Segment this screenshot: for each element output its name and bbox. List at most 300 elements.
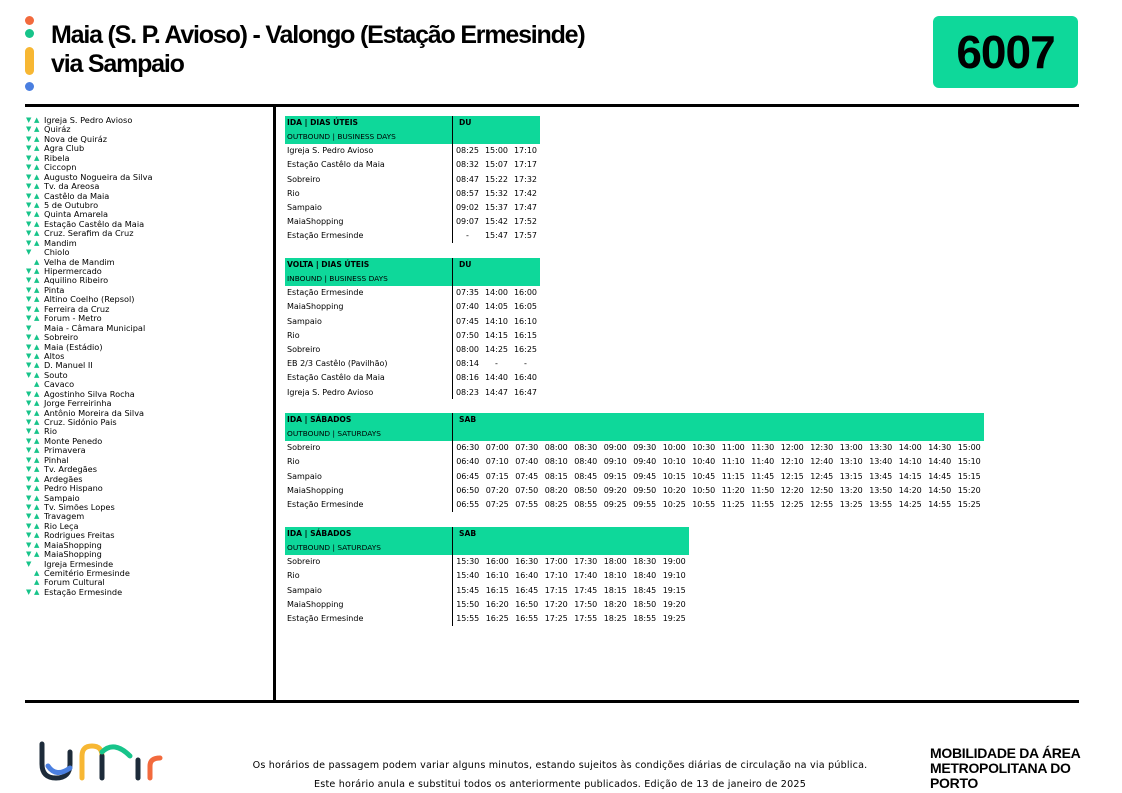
time-cell: 13:10	[839, 457, 863, 467]
timetable-label: IDA | DIAS ÚTEIS	[287, 118, 359, 128]
time-cell: 07:35	[455, 288, 480, 298]
stop-name: Estação Castêlo da Maia	[44, 218, 145, 229]
stop-cell: Sampaio	[285, 200, 453, 214]
time-cell: 12:50	[810, 485, 834, 495]
route-title-line2: via Sampaio	[51, 50, 184, 78]
time-cell: 14:10	[484, 316, 509, 326]
time-cell: 15:30	[456, 557, 480, 567]
time-cell: 17:42	[513, 188, 538, 198]
time-cell: 17:57	[513, 231, 538, 241]
time-cell: 15:25	[957, 499, 981, 509]
table-row	[285, 441, 984, 455]
table-row	[285, 597, 689, 611]
time-cell: 09:40	[633, 457, 657, 467]
direction-arrows-icon: ▼ ▲	[26, 172, 40, 181]
time-cell: 09:50	[633, 485, 657, 495]
stop-cell: Sobreiro	[285, 342, 453, 356]
stop-cell: Rio	[285, 455, 453, 469]
time-cell: 07:45	[515, 471, 539, 481]
time-cell: 14:55	[928, 499, 952, 509]
time-cell: 11:40	[751, 457, 775, 467]
time-cell: 10:45	[692, 471, 716, 481]
time-cell: 10:00	[662, 443, 686, 453]
table-row	[285, 328, 540, 342]
table-row	[285, 469, 984, 483]
table-row	[285, 385, 540, 399]
direction-arrows-icon: ▼ ▲	[26, 163, 40, 172]
time-cell: 14:47	[484, 387, 509, 397]
time-cell: 10:20	[662, 485, 686, 495]
time-cell: 18:40	[633, 571, 657, 581]
time-cell: 07:50	[515, 485, 539, 495]
stop-name: Sampaio	[44, 492, 80, 503]
time-cell: 08:14	[455, 359, 480, 369]
day-code: DU	[459, 260, 472, 270]
time-cell: 10:55	[692, 499, 716, 509]
time-cell: 16:20	[485, 599, 509, 609]
time-cell: 09:00	[603, 443, 627, 453]
table-row	[285, 357, 540, 371]
direction-arrows-icon: ▼ ▲	[26, 333, 40, 342]
time-cell: 11:00	[721, 443, 745, 453]
stop-cell: Rio	[285, 328, 453, 342]
time-cell: 14:25	[898, 499, 922, 509]
time-cell: 09:10	[603, 457, 627, 467]
direction-arrows-icon: ▲	[34, 578, 40, 587]
time-cell: 14:20	[898, 485, 922, 495]
time-cell: 12:30	[810, 443, 834, 453]
time-cell: 13:50	[869, 485, 893, 495]
time-cell: 08:30	[574, 443, 598, 453]
direction-arrows-icon: ▼ ▲	[26, 304, 40, 313]
time-cell: 10:10	[662, 457, 686, 467]
brand-dots-logo	[22, 16, 36, 92]
table-row	[285, 583, 689, 597]
time-cell: 16:15	[485, 585, 509, 595]
table-row	[285, 186, 540, 200]
stop-name: Tv. Ardegães	[44, 464, 97, 475]
time-cell: 15:55	[456, 613, 480, 623]
time-cell: 16:10	[485, 571, 509, 581]
time-cell: 17:17	[513, 160, 538, 170]
time-cell: 19:15	[662, 585, 686, 595]
time-cell: 15:45	[456, 585, 480, 595]
route-title	[51, 21, 585, 79]
time-cell: 08:00	[544, 443, 568, 453]
time-cell: 18:45	[633, 585, 657, 595]
direction-arrows-icon: ▼ ▲	[26, 238, 40, 247]
time-cell: 16:50	[515, 599, 539, 609]
time-cell: 17:00	[544, 557, 568, 567]
time-cell: 14:15	[898, 471, 922, 481]
table-row	[285, 286, 540, 300]
stop-name: Hipermercado	[44, 266, 102, 276]
time-cell: 17:10	[513, 146, 538, 156]
time-cell: 13:25	[839, 499, 863, 509]
stop-name: Rio Leça	[44, 520, 79, 531]
time-cell: 09:30	[633, 443, 657, 453]
time-cell: 11:10	[721, 457, 745, 467]
time-cell: 08:45	[574, 471, 598, 481]
time-cell: 15:50	[456, 599, 480, 609]
time-cell: 17:32	[513, 174, 538, 184]
top-divider	[25, 104, 1079, 107]
stop-name: Travagem	[44, 511, 85, 522]
time-cell: 15:47	[484, 231, 509, 241]
stop-name: Altos	[44, 350, 65, 361]
route-number-badge: 6007	[933, 16, 1078, 88]
stop-name: Ribela	[44, 152, 70, 163]
time-cell: 08:20	[544, 485, 568, 495]
direction-arrows-icon: ▼ ▲	[26, 342, 40, 351]
time-cell: 11:55	[751, 499, 775, 509]
time-cell: 13:55	[869, 499, 893, 509]
time-cell: 10:50	[692, 485, 716, 495]
day-code: SAB	[459, 529, 477, 539]
stop-cell: Estação Ermesinde	[285, 286, 453, 300]
time-cell: 10:25	[662, 499, 686, 509]
time-cell: 12:10	[780, 457, 804, 467]
stop-name: Cavaco	[44, 379, 75, 390]
table-row	[285, 342, 540, 356]
table-row	[285, 611, 689, 625]
time-cell: -	[466, 231, 469, 241]
time-cell: 09:55	[633, 499, 657, 509]
stop-name: Primavera	[44, 445, 86, 456]
time-cell: -	[524, 359, 527, 369]
direction-arrows-icon: ▼ ▲	[26, 484, 40, 493]
stop-name: MaiaShopping	[44, 549, 102, 560]
stop-name: Maia - Câmara Municipal	[44, 322, 146, 333]
time-cell: 07:40	[515, 457, 539, 467]
stop-name: Altino Coelho (Repsol)	[44, 294, 135, 305]
direction-arrows-icon: ▼ ▲	[26, 408, 40, 417]
time-cell: 06:50	[456, 485, 480, 495]
stop-name: Igreja Ermesinde	[44, 558, 114, 569]
direction-arrows-icon: ▼ ▲	[26, 427, 40, 436]
time-cell: 16:25	[513, 344, 538, 354]
table-row	[285, 158, 540, 172]
time-cell: 18:10	[603, 571, 627, 581]
time-cell: 18:55	[633, 613, 657, 623]
direction-arrows-icon: ▼	[26, 323, 32, 332]
stop-name: Jorge Ferreirinha	[44, 398, 112, 409]
time-cell: 15:42	[484, 217, 509, 227]
time-cell: 07:45	[455, 316, 480, 326]
time-cell: 08:47	[455, 174, 480, 184]
stop-cell: Rio	[285, 186, 453, 200]
column-divider	[273, 106, 276, 701]
stop-name: Mandim	[44, 237, 77, 248]
direction-arrows-icon: ▼ ▲	[26, 446, 40, 455]
time-cell: 08:00	[455, 344, 480, 354]
day-code: DU	[459, 118, 472, 128]
time-cell: 15:32	[484, 188, 509, 198]
stop-name: Quiráz	[44, 124, 71, 135]
time-cell: 14:40	[484, 373, 509, 383]
direction-arrows-icon: ▼ ▲	[26, 210, 40, 219]
stop-name: Souto	[44, 369, 68, 380]
time-cell: 16:47	[513, 387, 538, 397]
table-row	[285, 215, 540, 229]
time-cell: 18:00	[603, 557, 627, 567]
direction-arrows-icon: ▼ ▲	[26, 540, 40, 549]
time-cell: 13:40	[869, 457, 893, 467]
stop-name: Pedro Hispano	[44, 483, 103, 494]
time-cell: 18:30	[633, 557, 657, 567]
time-cell: 11:45	[751, 471, 775, 481]
time-cell: 08:32	[455, 160, 480, 170]
direction-arrows-icon: ▲	[34, 380, 40, 389]
time-cell: 14:15	[484, 330, 509, 340]
time-cell: 16:00	[485, 557, 509, 567]
stop-name: D. Manuel II	[44, 360, 93, 371]
direction-arrows-icon: ▼ ▲	[26, 531, 40, 540]
time-cell: 17:40	[574, 571, 598, 581]
timetable-saturday-outbound-morning	[285, 413, 984, 512]
stop-name: Maia (Estádio)	[44, 341, 103, 352]
stop-name: Forum Cultural	[44, 577, 105, 588]
time-cell: 12:40	[810, 457, 834, 467]
direction-arrows-icon: ▼ ▲	[26, 191, 40, 200]
time-cell: 16:30	[515, 557, 539, 567]
time-cell: 07:50	[455, 330, 480, 340]
direction-arrows-icon: ▼ ▲	[26, 267, 40, 275]
table-row	[285, 497, 984, 511]
direction-arrows-icon: ▼ ▲	[26, 436, 40, 445]
stop-cell: Estação Castêlo da Maia	[285, 371, 453, 385]
table-row	[285, 172, 540, 186]
stop-name: 5 de Outubro	[44, 199, 99, 210]
time-cell: 15:22	[484, 174, 509, 184]
stop-cell: EB 2/3 Castêlo (Pavilhão)	[285, 357, 453, 371]
stop-cell: Sobreiro	[285, 441, 453, 455]
time-cell: 07:10	[485, 457, 509, 467]
timetable-label: IDA | SÁBADOS	[287, 415, 352, 425]
stop-name: Tv. Simões Lopes	[44, 501, 115, 512]
table-row	[285, 483, 984, 497]
time-cell: 06:30	[456, 443, 480, 453]
time-cell: 16:45	[515, 585, 539, 595]
day-code: SAB	[459, 415, 477, 425]
direction-arrows-icon: ▼ ▲	[26, 351, 40, 360]
time-cell: 11:20	[721, 485, 745, 495]
time-cell: 18:25	[603, 613, 627, 623]
time-cell: 12:00	[780, 443, 804, 453]
time-cell: 08:23	[455, 387, 480, 397]
time-cell: 12:55	[810, 499, 834, 509]
time-cell: 12:45	[810, 471, 834, 481]
time-cell: 07:20	[485, 485, 509, 495]
timetable-sublabel: INBOUND | BUSINESS DAYS	[287, 274, 388, 284]
stop-cell: Sampaio	[285, 469, 453, 483]
stop-cell: Igreja S. Pedro Avioso	[285, 385, 453, 399]
time-cell: 14:00	[898, 443, 922, 453]
timetable-sublabel: OUTBOUND | SATURDAYS	[287, 429, 381, 439]
stop-name: Castêlo da Maia	[44, 190, 110, 201]
time-cell: 08:50	[574, 485, 598, 495]
time-cell: 09:07	[455, 217, 480, 227]
stop-name: Agra Club	[44, 143, 85, 154]
stop-name: Tv. da Areosa	[44, 181, 100, 192]
direction-arrows-icon: ▲	[34, 569, 40, 577]
stop-name: Rodrigues Freitas	[44, 530, 115, 541]
direction-arrows-icon: ▼ ▲	[26, 502, 40, 511]
time-cell: 12:20	[780, 485, 804, 495]
time-cell: 16:00	[513, 288, 538, 298]
stop-name: Rio	[44, 426, 57, 437]
time-cell: 18:15	[603, 585, 627, 595]
stop-name: Aquilino Ribeiro	[44, 275, 109, 286]
time-cell: 16:25	[485, 613, 509, 623]
time-cell: 15:40	[456, 571, 480, 581]
time-cell: 07:30	[515, 443, 539, 453]
time-cell: 17:50	[574, 599, 598, 609]
time-cell: 17:52	[513, 217, 538, 227]
time-cell: 09:20	[603, 485, 627, 495]
stop-name: Cruz. Serafim da Cruz	[44, 228, 134, 239]
time-cell: 08:40	[574, 457, 598, 467]
stop-cell: Estação Ermesinde	[285, 229, 453, 243]
time-cell: 17:45	[574, 585, 598, 595]
stop-name: Monte Penedo	[44, 435, 103, 446]
stop-name: Nova de Quiráz	[44, 133, 108, 144]
table-row	[285, 455, 984, 469]
stop-name: Forum - Metro	[44, 313, 102, 324]
direction-arrows-icon: ▼	[26, 559, 32, 568]
stop-cell: MaiaShopping	[285, 215, 453, 229]
time-cell: 14:50	[928, 485, 952, 495]
time-cell: 08:16	[455, 373, 480, 383]
time-cell: 08:25	[544, 499, 568, 509]
time-cell: 07:00	[485, 443, 509, 453]
time-cell: 18:50	[633, 599, 657, 609]
time-cell: 08:25	[455, 146, 480, 156]
time-cell: 16:55	[515, 613, 539, 623]
stop-name: Velha de Mandim	[44, 256, 115, 267]
time-cell: 15:15	[957, 471, 981, 481]
direction-arrows-icon: ▼ ▲	[26, 153, 40, 162]
stop-item	[26, 588, 153, 597]
time-cell: 15:37	[484, 202, 509, 212]
footer-notice: Os horários de passagem podem variar alguns minutos, estando sujeitos às condições diárias de circulação na via pública.	[252, 760, 868, 771]
time-cell: 14:00	[484, 288, 509, 298]
time-cell: 08:10	[544, 457, 568, 467]
unir-logo	[38, 738, 170, 782]
timetable-sublabel: OUTBOUND | BUSINESS DAYS	[287, 132, 396, 142]
direction-arrows-icon: ▼ ▲	[26, 474, 40, 483]
table-row	[285, 371, 540, 385]
direction-arrows-icon: ▼ ▲	[26, 314, 40, 323]
stop-cell: Sobreiro	[285, 172, 453, 186]
direction-arrows-icon: ▼ ▲	[26, 418, 40, 426]
stops-list	[26, 116, 153, 597]
amp-line2: METROPOLITANA DO PORTO	[930, 760, 1071, 791]
time-cell: 09:45	[633, 471, 657, 481]
time-cell: 08:15	[544, 471, 568, 481]
time-cell: 17:20	[544, 599, 568, 609]
time-cell: 15:07	[484, 160, 509, 170]
stop-cell: MaiaShopping	[285, 300, 453, 314]
stop-cell: Sampaio	[285, 314, 453, 328]
time-cell: 06:40	[456, 457, 480, 467]
table-row	[285, 200, 540, 214]
stop-cell: Estação Ermesinde	[285, 497, 453, 511]
table-row	[285, 314, 540, 328]
footer-edition: Este horário anula e substitui todos os anteriormente publicados. Edição de 13 de janeiro de 2025	[313, 779, 807, 790]
time-cell: 14:40	[928, 457, 952, 467]
timetable-weekday-inbound	[285, 258, 540, 399]
direction-arrows-icon: ▼ ▲	[26, 370, 40, 379]
time-cell: 12:15	[780, 471, 804, 481]
direction-arrows-icon: ▼ ▲	[26, 587, 40, 596]
stop-name: Agostinho Silva Rocha	[44, 388, 135, 399]
stop-cell: MaiaShopping	[285, 483, 453, 497]
stop-cell: Estação Castêlo da Maia	[285, 158, 453, 172]
amp-logo-text	[930, 746, 1122, 791]
direction-arrows-icon: ▼ ▲	[26, 550, 40, 559]
time-cell: 11:50	[751, 485, 775, 495]
table-row	[285, 300, 540, 314]
time-cell: 19:20	[662, 599, 686, 609]
stop-name: Augusto Nogueira da Silva	[44, 171, 153, 182]
table-row	[285, 144, 540, 158]
amp-line1: MOBILIDADE DA ÁREA	[930, 745, 1081, 761]
stop-cell: Rio	[285, 569, 453, 583]
time-cell: 17:10	[544, 571, 568, 581]
direction-arrows-icon: ▼ ▲	[26, 182, 40, 191]
stop-cell: MaiaShopping	[285, 597, 453, 611]
stop-name: Cruz. Sidónio Pais	[44, 417, 117, 427]
time-cell: 18:20	[603, 599, 627, 609]
table-row	[285, 569, 689, 583]
time-cell: 13:45	[869, 471, 893, 481]
stop-name: Pinhal	[44, 454, 69, 465]
stop-name: MaiaShopping	[44, 539, 102, 550]
time-cell: -	[495, 359, 498, 369]
time-cell: 17:25	[544, 613, 568, 623]
stop-name: Pinta	[44, 284, 65, 295]
time-cell: 07:25	[485, 499, 509, 509]
stop-cell: Igreja S. Pedro Avioso	[285, 144, 453, 158]
table-row	[285, 555, 689, 569]
timetable-label: IDA | SÁBADOS	[287, 529, 352, 539]
direction-arrows-icon: ▼ ▲	[26, 389, 40, 398]
time-cell: 06:45	[456, 471, 480, 481]
direction-arrows-icon: ▼	[26, 248, 32, 257]
direction-arrows-icon: ▲	[34, 257, 40, 266]
table-row	[285, 229, 540, 243]
stop-name: Quinta Amarela	[44, 209, 109, 220]
direction-arrows-icon: ▼ ▲	[26, 116, 40, 124]
direction-arrows-icon: ▼ ▲	[26, 134, 40, 143]
bottom-divider	[25, 700, 1079, 703]
time-cell: 15:00	[957, 443, 981, 453]
time-cell: 11:30	[751, 443, 775, 453]
stop-name: Ciccopn	[44, 162, 77, 173]
direction-arrows-icon: ▼ ▲	[26, 285, 40, 294]
stop-name: Sobreiro	[44, 332, 79, 343]
direction-arrows-icon: ▼ ▲	[26, 219, 40, 228]
timetable-saturday-outbound-afternoon	[285, 527, 689, 626]
time-cell: 14:30	[928, 443, 952, 453]
time-cell: 17:30	[574, 557, 598, 567]
time-cell: 17:55	[574, 613, 598, 623]
direction-arrows-icon: ▼ ▲	[26, 361, 40, 370]
direction-arrows-icon: ▼ ▲	[26, 512, 40, 521]
stop-cell: Sampaio	[285, 583, 453, 597]
direction-arrows-icon: ▼ ▲	[26, 229, 40, 238]
